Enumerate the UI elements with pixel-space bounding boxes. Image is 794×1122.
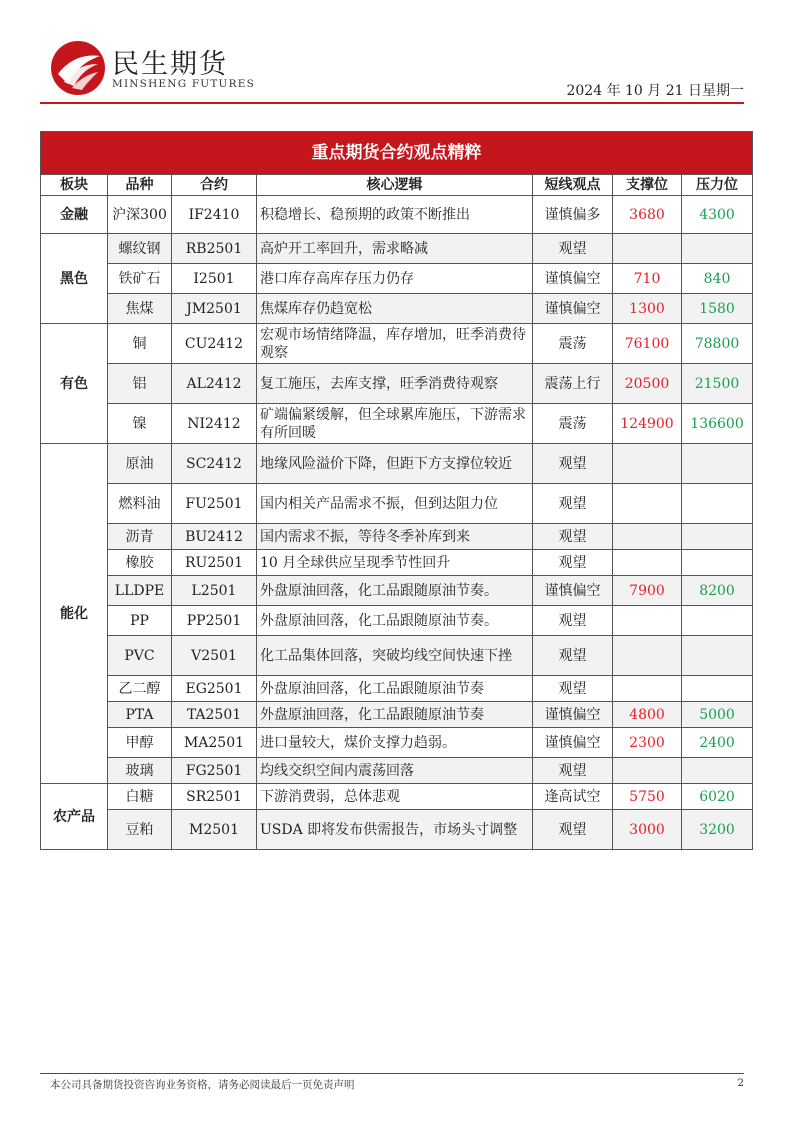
contract-cell: JM2501 — [172, 294, 257, 324]
report-date: 2024 年 10 月 21 日星期一 — [566, 83, 744, 99]
page-number: 2 — [737, 1077, 744, 1089]
view-cell: 谨慎偏空 — [533, 264, 613, 294]
support-cell: 4800 — [613, 702, 682, 728]
support-cell: 124900 — [613, 404, 682, 444]
logic-cell: 外盘原油回落，化工品跟随原油节奏。 — [257, 606, 533, 636]
product-cell: 白糖 — [108, 784, 172, 810]
table-row — [41, 728, 753, 758]
logic-cell: 进口量较大，煤价支撑力趋弱。 — [257, 728, 533, 758]
view-cell: 观望 — [533, 550, 613, 576]
product-cell: 沪深300 — [108, 196, 172, 234]
support-cell — [613, 636, 682, 676]
view-cell: 谨慎偏空 — [533, 728, 613, 758]
resistance-cell — [682, 234, 753, 264]
table-header-row — [41, 175, 753, 196]
product-cell: 镍 — [108, 404, 172, 444]
product-cell: 原油 — [108, 444, 172, 484]
logic-cell: 矿端偏紧缓解，但全球累库施压，下游需求有所回暖 — [257, 404, 533, 444]
table-row — [41, 234, 753, 264]
support-cell: 3680 — [613, 196, 682, 234]
col-header-view: 短线观点 — [533, 175, 613, 196]
minsheng-logo-icon — [50, 40, 106, 96]
view-cell: 震荡 — [533, 404, 613, 444]
logic-cell: 均线交织空间内震荡回落 — [257, 758, 533, 784]
futures-view-table — [40, 131, 753, 850]
view-cell: 谨慎偏空 — [533, 294, 613, 324]
view-cell: 谨慎偏多 — [533, 196, 613, 234]
logic-cell: 地缘风险溢价下降，但距下方支撑位较近 — [257, 444, 533, 484]
col-header-support: 支撑位 — [613, 175, 682, 196]
table-row — [41, 264, 753, 294]
contract-cell: V2501 — [172, 636, 257, 676]
resistance-cell — [682, 636, 753, 676]
support-cell: 5750 — [613, 784, 682, 810]
product-cell: 豆粕 — [108, 810, 172, 850]
product-cell: 螺纹钢 — [108, 234, 172, 264]
view-cell: 震荡上行 — [533, 364, 613, 404]
resistance-cell: 840 — [682, 264, 753, 294]
contract-cell: M2501 — [172, 810, 257, 850]
company-name-cn: 民生期货 — [112, 49, 228, 80]
resistance-cell: 3200 — [682, 810, 753, 850]
logic-cell: 国内相关产品需求不振，但到达阻力位 — [257, 484, 533, 524]
resistance-cell — [682, 676, 753, 702]
footer-disclaimer: 本公司具备期货投资咨询业务资格，请务必阅读最后一页免责声明 — [50, 1079, 355, 1091]
logic-cell: 10 月全球供应呈现季节性回升 — [257, 550, 533, 576]
table-row — [41, 702, 753, 728]
resistance-cell: 136600 — [682, 404, 753, 444]
contract-cell: RB2501 — [172, 234, 257, 264]
logic-cell: 积稳增长、稳预期的政策不断推出 — [257, 196, 533, 234]
header-divider — [40, 102, 744, 104]
sector-cell: 能化 — [41, 444, 108, 784]
table-row — [41, 404, 753, 444]
view-cell: 观望 — [533, 524, 613, 550]
table-row — [41, 524, 753, 550]
support-cell — [613, 758, 682, 784]
contract-cell: PP2501 — [172, 606, 257, 636]
logic-cell: 外盘原油回落，化工品跟随原油节奏 — [257, 676, 533, 702]
logic-cell: 宏观市场情绪降温，库存增加，旺季消费待观察 — [257, 324, 533, 364]
product-cell: 铝 — [108, 364, 172, 404]
company-name-en: MINSHENG FUTURES — [112, 78, 255, 90]
resistance-cell: 78800 — [682, 324, 753, 364]
sector-cell: 金融 — [41, 196, 108, 234]
contract-cell: NI2412 — [172, 404, 257, 444]
product-cell: 焦煤 — [108, 294, 172, 324]
logic-cell: 下游消费弱，总体悲观 — [257, 784, 533, 810]
product-cell: 燃料油 — [108, 484, 172, 524]
table-row — [41, 576, 753, 606]
product-cell: 铜 — [108, 324, 172, 364]
support-cell: 20500 — [613, 364, 682, 404]
product-cell: 铁矿石 — [108, 264, 172, 294]
view-cell: 逢高试空 — [533, 784, 613, 810]
contract-cell: TA2501 — [172, 702, 257, 728]
sector-cell: 农产品 — [41, 784, 108, 850]
resistance-cell: 4300 — [682, 196, 753, 234]
support-cell: 710 — [613, 264, 682, 294]
col-header-logic: 核心逻辑 — [257, 175, 533, 196]
resistance-cell: 8200 — [682, 576, 753, 606]
resistance-cell — [682, 524, 753, 550]
support-cell — [613, 550, 682, 576]
resistance-cell — [682, 550, 753, 576]
resistance-cell — [682, 758, 753, 784]
contract-cell: CU2412 — [172, 324, 257, 364]
view-cell: 观望 — [533, 758, 613, 784]
view-cell: 观望 — [533, 810, 613, 850]
support-cell — [613, 524, 682, 550]
support-cell — [613, 676, 682, 702]
support-cell — [613, 444, 682, 484]
view-cell: 观望 — [533, 484, 613, 524]
logic-cell: 港口库存高库存压力仍存 — [257, 264, 533, 294]
sector-cell: 有色 — [41, 324, 108, 444]
view-cell: 谨慎偏空 — [533, 576, 613, 606]
logic-cell: 外盘原油回落，化工品跟随原油节奏 — [257, 702, 533, 728]
contract-cell: SR2501 — [172, 784, 257, 810]
table-row — [41, 324, 753, 364]
contract-cell: AL2412 — [172, 364, 257, 404]
view-cell: 观望 — [533, 676, 613, 702]
product-cell: 玻璃 — [108, 758, 172, 784]
sector-cell: 黑色 — [41, 234, 108, 324]
product-cell: 橡胶 — [108, 550, 172, 576]
resistance-cell — [682, 484, 753, 524]
support-cell: 1300 — [613, 294, 682, 324]
footer-divider — [40, 1073, 744, 1074]
col-header-product: 品种 — [108, 175, 172, 196]
table-row — [41, 550, 753, 576]
logic-cell: 化工品集体回落，突破均线空间快速下挫 — [257, 636, 533, 676]
view-cell: 观望 — [533, 444, 613, 484]
product-cell: 沥青 — [108, 524, 172, 550]
table-row — [41, 606, 753, 636]
contract-cell: FU2501 — [172, 484, 257, 524]
product-cell: PTA — [108, 702, 172, 728]
col-header-resistance: 压力位 — [682, 175, 753, 196]
support-cell: 2300 — [613, 728, 682, 758]
resistance-cell: 2400 — [682, 728, 753, 758]
resistance-cell: 21500 — [682, 364, 753, 404]
view-cell: 观望 — [533, 636, 613, 676]
logic-cell: 复工施压，去库支撑，旺季消费待观察 — [257, 364, 533, 404]
product-cell: 乙二醇 — [108, 676, 172, 702]
product-cell: 甲醇 — [108, 728, 172, 758]
view-cell: 震荡 — [533, 324, 613, 364]
table-row — [41, 636, 753, 676]
table-row — [41, 758, 753, 784]
contract-cell: L2501 — [172, 576, 257, 606]
table-row — [41, 294, 753, 324]
view-cell: 观望 — [533, 606, 613, 636]
table-row — [41, 484, 753, 524]
table-row — [41, 676, 753, 702]
contract-cell: IF2410 — [172, 196, 257, 234]
logic-cell: 外盘原油回落，化工品跟随原油节奏。 — [257, 576, 533, 606]
table-row — [41, 364, 753, 404]
logic-cell: 高炉开工率回升，需求略减 — [257, 234, 533, 264]
logic-cell: 国内需求不振，等待冬季补库到来 — [257, 524, 533, 550]
table-row — [41, 196, 753, 234]
product-cell: PP — [108, 606, 172, 636]
col-header-contract: 合约 — [172, 175, 257, 196]
contract-cell: SC2412 — [172, 444, 257, 484]
resistance-cell: 6020 — [682, 784, 753, 810]
contract-cell: I2501 — [172, 264, 257, 294]
contract-cell: FG2501 — [172, 758, 257, 784]
contract-cell: MA2501 — [172, 728, 257, 758]
support-cell: 76100 — [613, 324, 682, 364]
support-cell: 7900 — [613, 576, 682, 606]
support-cell — [613, 484, 682, 524]
product-cell: PVC — [108, 636, 172, 676]
view-cell: 观望 — [533, 234, 613, 264]
table-row — [41, 810, 753, 850]
logic-cell: 焦煤库存仍趋宽松 — [257, 294, 533, 324]
contract-cell: RU2501 — [172, 550, 257, 576]
table-row — [41, 444, 753, 484]
contract-cell: BU2412 — [172, 524, 257, 550]
contract-cell: EG2501 — [172, 676, 257, 702]
resistance-cell — [682, 444, 753, 484]
support-cell — [613, 234, 682, 264]
resistance-cell: 5000 — [682, 702, 753, 728]
support-cell: 3000 — [613, 810, 682, 850]
logic-cell: USDA 即将发布供需报告，市场头寸调整 — [257, 810, 533, 850]
support-cell — [613, 606, 682, 636]
resistance-cell: 1580 — [682, 294, 753, 324]
table-title: 重点期货合约观点精粹 — [41, 132, 753, 175]
resistance-cell — [682, 606, 753, 636]
view-cell: 谨慎偏空 — [533, 702, 613, 728]
col-header-sector: 板块 — [41, 175, 108, 196]
page-header — [40, 36, 744, 102]
table-row — [41, 784, 753, 810]
product-cell: LLDPE — [108, 576, 172, 606]
